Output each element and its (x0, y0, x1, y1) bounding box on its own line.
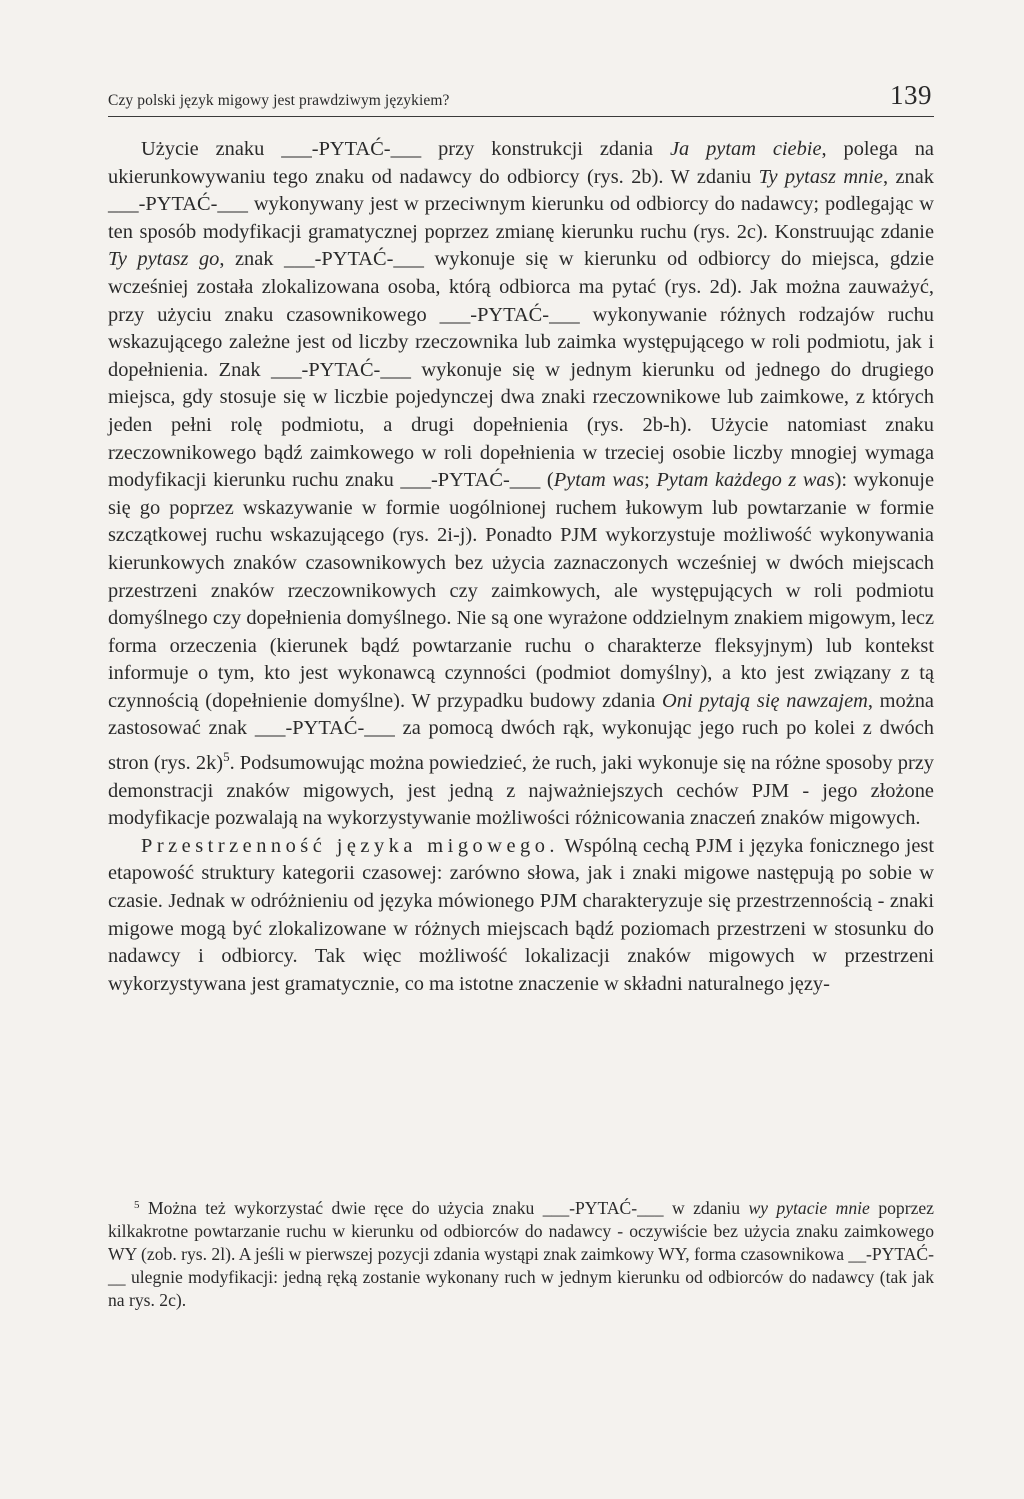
text-run: Można też wykorzystać dwie ręce do użycia znaku ___-PYTAĆ-___ w zdaniu (139, 1198, 749, 1218)
text-run: poprzez kilkakrotne powtarzanie ruchu w kierunku od odbiorców do nadawcy - oczywiście bez użycia znaku zaimkowego WY (zob. rys. 2l). A jeśli w pierwszej pozycji zdania wystąpi znak zaimkowy WY, forma czasownikowa __-PYTAĆ-__ ulegnie modyfikacji: jedną ręką zostanie wykonany ruch w jednym kierunku od odbiorców do nadawcy (tak jak na rys. 2c). (108, 1198, 934, 1310)
text-run: ): wykonuje się go poprzez wskazywanie w formie uogólnionej ruchem łukowym lub powtarzanie w formie szczątkowej ruchu wskazującego (rys. 2i-j). Ponadto PJM wykorzystuje możliwość wykonywania kierunkowych znaków czasownikowych bez użycia zaznaczonych wcześniej w dwóch miejscach przestrzeni znaków rzeczownikowych czy zaimkowych, ale występujących w roli podmiotu domyślnego czy dopełnienia domyślnego. Nie są one wyrażone oddzielnym znakiem migowym, lecz forma orzeczenia (kierunek bądź powtarzanie ruchu o charakterze fleksyjnym) lub kontekst informuje o tym, kto jest wykonawcą czynności (podmiot domyślny), a kto jest związany z tą czynnością (dopełnienie domyślne). W przypadku budowy zdania (108, 469, 935, 712)
example-sentence: Oni pytają się nawzajem (662, 689, 868, 712)
example-sentence: Pytam każdego z was (656, 469, 835, 492)
page-number: 139 (890, 80, 932, 110)
example-sentence: wy pytacie mnie (748, 1198, 870, 1218)
example-sentence: Pytam was (553, 469, 645, 492)
text-run: , można zastosować znak ___-PYTAĆ-___ za pomocą dwóch rąk, wykonując jego ruch po kolei z dwóch stron (rys. 2k) (108, 689, 934, 775)
body-paragraph (108, 136, 934, 833)
section-lead-in: Przestrzenność języka migowego. (141, 834, 559, 857)
text-run: , znak ___-PYTAĆ-___ wykonywany jest w przeciwnym kierunku od odbiorcy do nadawcy; podlegając w ten sposób modyfikacji gramatycznej poprzez zmianę kierunku ruchu (rys. 2c). Konstruując zdanie (108, 165, 935, 243)
text-run: , znak ___-PYTAĆ-___ wykonuje się w kierunku od odbiorcy do miejsca, gdzie wcześniej została zlokalizowana osoba, którą odbiorca ma pytać (rys. 2d). Jak można zauważyć, przy użyciu znaku czasownikowego ___-PYTAĆ-___ wykonywanie różnych rodzajów ruchu wskazującego zależne jest od liczby rzeczownika lub zaimka występującego w roli podmiotu, jak i dopełnienia. Znak ___-PYTAĆ-___ wykonuje się w jednym kierunku od jednego do drugiego miejsca, gdy stosuje się w liczbie pojedynczej dwa znaki rzeczownikowe lub zaimkowe, z których jeden pełni rolę podmiotu, a drugi dopełnienia (rys. 2b-h). Użycie natomiast znaku rzeczownikowego bądź zaimkowego w roli dopełnienia w trzeciej osobie liczby mnogiej wymaga modyfikacji kierunku ruchu znaku ___-PYTAĆ-___ ( (108, 248, 934, 492)
running-header (108, 78, 934, 117)
example-sentence: Ty pytasz go (108, 248, 220, 271)
text-run: , polega na ukierunkowywaniu tego znaku od nadawcy do odbiorcy (rys. 2b). W zdaniu (108, 138, 934, 188)
running-title: Czy polski język migowy jest prawdziwym językiem? (108, 92, 450, 109)
footnote-marker: 5 (134, 1199, 140, 1211)
text-run: ; (644, 469, 657, 492)
footnote-paragraph (108, 1194, 934, 1312)
text-run: Wspólną cechą PJM i języka fonicznego jest etapowość struktury kategorii czasowej: zarówno słowa, jak i znaki migowe następują po sobie w czasie. Jednak w odróżnieniu od języka mówionego PJM charakteryzuje się przestrzennością - znaki migowe mogą być zlokalizowane w różnych miejscach bądź poziomach przestrzeni w stosunku do nadawcy i odbiorcy. Tak więc możliwość lokalizacji znaków migowych w przestrzeni wykorzystywana jest gramatycznie, co ma istotne znaczenie w składni naturalnego języ- (108, 834, 934, 995)
main-text (108, 136, 934, 998)
body-paragraph (108, 833, 934, 999)
example-sentence: Ja pytam ciebie (669, 138, 822, 160)
text-run: . Podsumowując można powiedzieć, że ruch, jaki wykonuje się na różne sposoby przy demonstracji znaków migowych, jest jedną z najważniejszych cechów PJM - jego złożone modyfikacje pozwalają na wykorzystywanie możliwości różnicowania znaczeń znaków migowych. (108, 752, 934, 830)
text-run: Użycie znaku ___-PYTAĆ-___ przy konstrukcji zdania (141, 138, 670, 160)
footnote-reference[interactable]: 5 (223, 749, 230, 765)
example-sentence: Ty pytasz mnie (758, 165, 883, 188)
footnote (108, 1194, 934, 1312)
